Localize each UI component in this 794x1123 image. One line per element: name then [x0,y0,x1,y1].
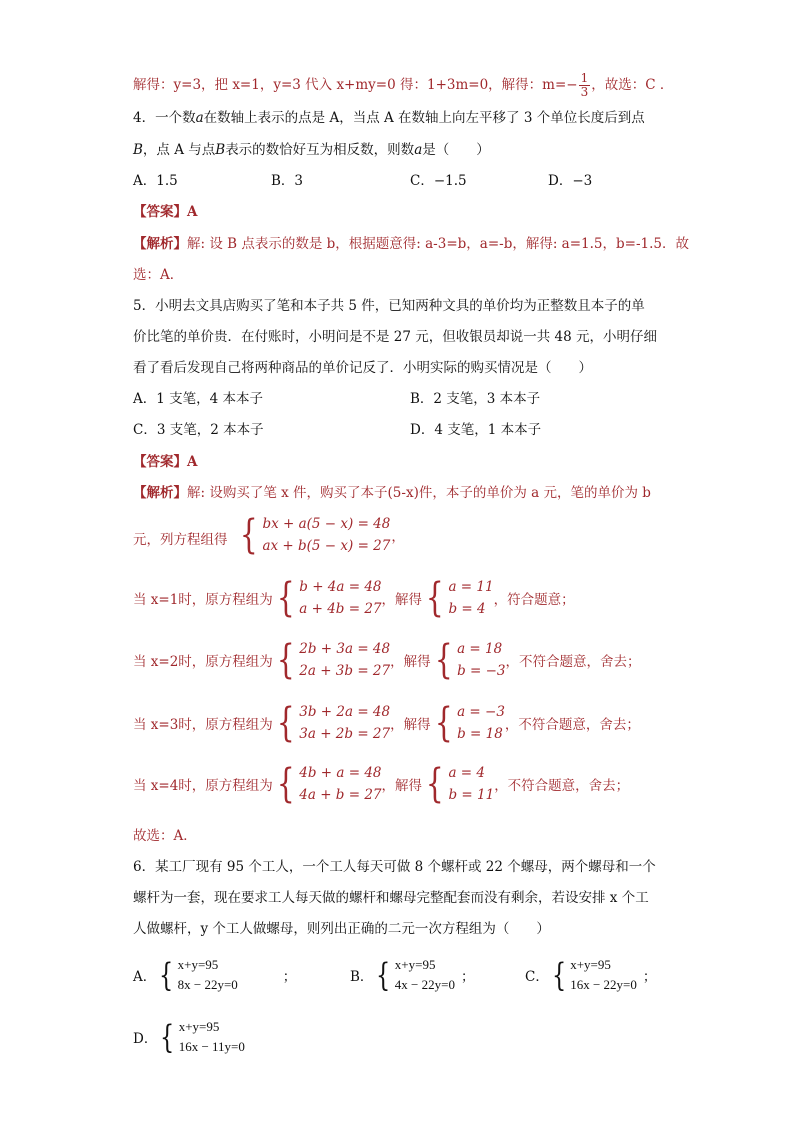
q5-analysis-line-1: 【解析】解: 设购买了笔 x 件，购买了本子(5-x)件，本子的单价为 a 元，笔的单价为 b [133,485,651,501]
q5-conclusion: 故选：A． [133,828,197,844]
q6-option-d [133,1017,245,1057]
solution: b = 18 [457,726,503,742]
q4-stem-line-1: 4．一个数a在数轴上表示的点是 A，当点 A 在数轴上向左平移了 3 个单位长度后到点 [133,110,645,126]
q5-case-row [133,576,575,620]
equation: x+y=95 [177,957,219,972]
solution: b = −3 [457,663,506,679]
equation: bx + a(5 − x) = 48 [262,516,391,532]
brace: { [159,956,174,994]
equation: x+y=95 [394,957,436,972]
equation: x+y=95 [570,957,611,972]
case-tail: ，符合题意； [493,592,575,608]
equation: 16x − 11y=0 [178,1039,245,1054]
brace: { [276,575,295,621]
case-tail: ，不符合题意，舍去； [504,717,640,733]
q6-option-a [133,955,296,995]
q5-case-row [133,638,641,682]
brace: { [276,700,295,746]
solution: a = −3 [457,704,505,720]
case-prefix: 当 x=2时，原方程组为 [133,654,273,670]
case-tail: ，不符合题意，舍去； [505,654,641,670]
q4-option-c: C．−1.5 [410,173,467,189]
q5-option-a: A．1 支笔，4 本本子 [133,391,264,407]
brace: { [551,956,567,994]
equation: 2a + 3b = 27 [299,663,391,679]
option-tail: ； [460,969,475,985]
q4-analysis-line-1: 【解析】解: 设 B 点表示的数是 b，根据题意得: a-3=b，a=-b，解得: a=1.5，b=-1.5．故 [133,236,689,252]
q5-case-row [133,762,629,806]
q5-case-row [133,701,640,745]
q5-stem-line-1: 5．小明去文具店购买了笔和本子共 5 件，已知两种文具的单价均为正整数且本子的单 [133,298,645,314]
equation: ax + b(5 − x) = 27 [262,538,391,554]
solution-text-end: ，故选：C ． [591,77,674,93]
q5-option-b: B．2 支笔，3 本本子 [410,391,541,407]
solution: a = 18 [457,641,503,657]
option-label: B． [350,969,374,985]
brace: { [276,637,295,683]
q4-option-d: D．−3 [548,173,593,189]
equation: 8x − 22y=0 [177,977,238,992]
brace: { [276,761,295,807]
fraction: $\frac{1}{3}$ [580,71,589,99]
option-tail: ； [642,969,657,985]
equation: 3b + 2a = 48 [299,704,391,720]
equation: 4a + b = 27 [299,787,382,803]
q4-analysis-line-2: 选：A． [133,267,184,283]
brace: { [434,700,453,746]
q6-option-b [350,955,474,995]
case-tail: ，不符合题意，舍去； [494,778,630,794]
q5-analysis-line-2: 元，列方程组得 [133,532,228,548]
q6-stem-line-2: 螺杆为一套，现在要求工人每天做的螺杆和螺母完整配套而没有剩余，若设安排 x 个工 [133,890,649,906]
equation: 4x − 22y=0 [394,977,455,992]
q5-main-system: { bx + a(5 − x) = 48 ax + b(5 − x) = 27 ， [239,512,405,558]
brace: { [425,575,444,621]
equation: 3a + 2b = 27 [299,726,391,742]
q6-stem-line-3: 人做螺杆，y 个工人做螺母，则列出正确的二元一次方程组为（ ） [133,921,550,937]
solution: a = 4 [448,765,486,781]
option-label: D． [133,1031,158,1047]
brace: { [376,956,391,994]
q4-option-b: B．3 [271,173,304,189]
q5-stem-line-3: 看了看后发现自己将两种商品的单价记反了．小明实际的购买情况是（ ） [133,360,592,376]
q6-stem-line-1: 6．某工厂现有 95 个工人，一个工人每天可做 8 个螺杆或 22 个螺母，两个螺母和一个 [133,859,656,875]
option-label: A． [133,969,157,985]
equation: 2b + 3a = 48 [299,641,391,657]
solution: b = 4 [448,601,486,617]
q4-stem-line-2: B，点 A 与点B表示的数恰好互为相反数，则数a是（ ） [133,142,490,158]
solve-label: ，解得 [381,592,423,608]
equation: 4b + a = 48 [299,765,382,781]
option-label: C． [525,969,549,985]
equation: a + 4b = 27 [299,601,382,617]
brace: { [239,512,258,558]
case-prefix: 当 x=3时，原方程组为 [133,717,273,733]
prev-solution-line [133,72,673,99]
case-prefix: 当 x=1时，原方程组为 [133,592,273,608]
q4-option-a: A．1.5 [133,173,178,189]
q5-option-c: C．3 支笔，2 本本子 [133,422,264,438]
q5-option-d: D．4 支笔，1 本本子 [410,422,542,438]
q4-answer: 【答案】A [133,204,198,220]
solve-label: ，解得 [390,717,431,733]
q5-stem-line-2: 价比笔的单价贵．在付账时，小明问是不是 27 元，但收银员却说一共 48 元，小明仔细 [133,329,658,345]
solution: b = 11 [448,787,495,803]
solution: a = 11 [448,579,494,595]
q6-option-c [525,955,656,995]
case-prefix: 当 x=4时，原方程组为 [133,778,273,794]
brace: { [425,761,444,807]
solve-label: ，解得 [390,654,431,670]
equation: b + 4a = 48 [299,579,382,595]
solve-label: ，解得 [381,778,423,794]
brace: { [434,637,453,683]
option-tail: ； [282,969,297,985]
equation: x+y=95 [178,1019,220,1034]
brace: { [160,1018,175,1056]
q5-answer: 【答案】A [133,454,198,470]
equation: 16x − 22y=0 [570,977,637,992]
solution-text: 解得：y=3，把 x=1，y=3 代入 x+my=0 得：1+3m=0，解得：m=− [133,77,578,93]
